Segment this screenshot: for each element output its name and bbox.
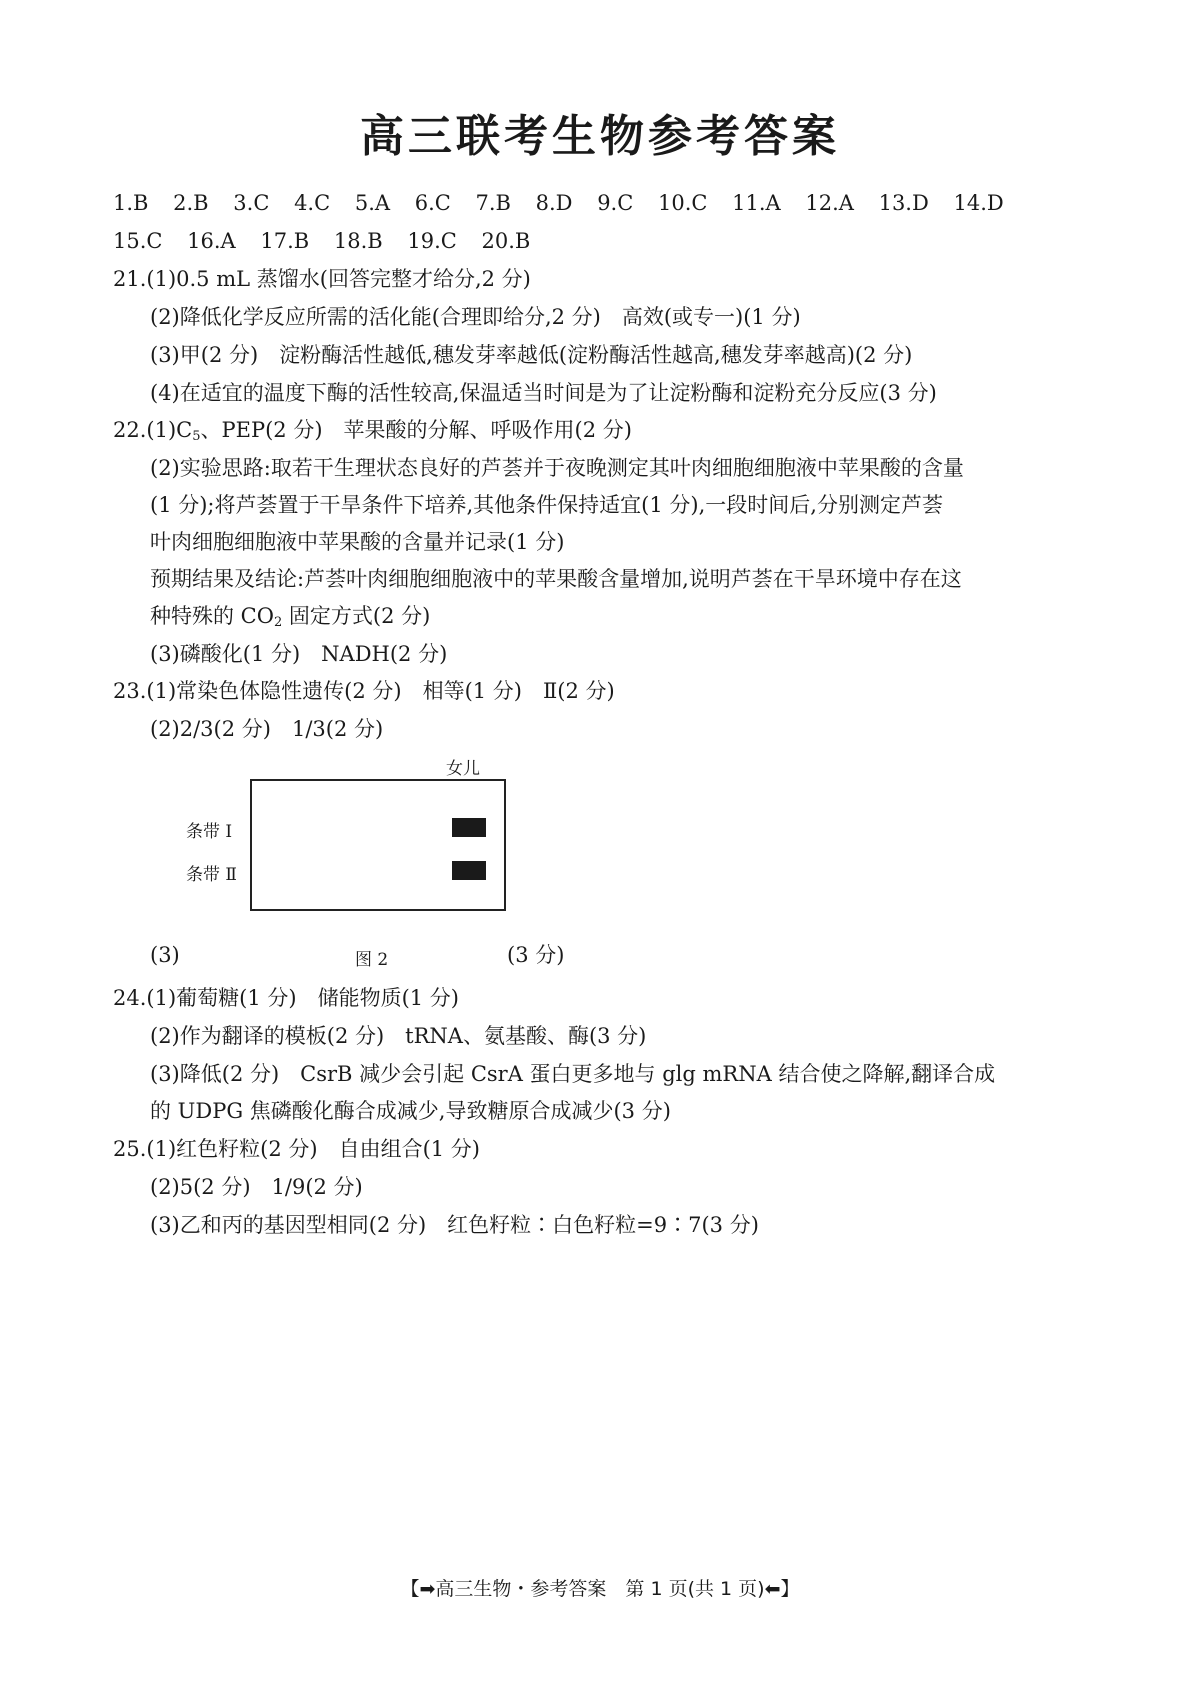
page-footer: 【➡高三生物・参考答案 第 1 页(共 1 页)⬅】 <box>400 1578 800 1600</box>
q22-result-line2: 种特殊的 $CO_2$ 固定方式(2 分) <box>150 604 431 630</box>
q24-part3-line1: (3)降低(2 分) CsrB 减少会引起 CsrA 蛋白更多地与 glg mRNA 结合使之降解,翻译合成 <box>150 1062 996 1086</box>
band-2-mark <box>452 861 486 880</box>
page-title: 高三联考生物参考答案 <box>360 111 840 162</box>
q24-part2: (2)作为翻译的模板(2 分) tRNA、氨基酸、酶(3 分) <box>150 1024 647 1048</box>
q21-part2: (2)降低化学反应所需的活化能(合理即给分,2 分) 高效(或专一)(1 分) <box>150 305 801 329</box>
q23-part3-label: (3) <box>150 943 180 967</box>
q22-part2-line2: (1 分);将芦荟置于干旱条件下培养,其他条件保持适宜(1 分),一段时间后,分别测定芦荟 <box>150 493 943 517</box>
q24-part1: 24.(1)葡萄糖(1 分) 储能物质(1 分) <box>113 986 459 1010</box>
figure-column-label: 女儿 <box>446 759 480 779</box>
q25-part2: (2)5(2 分) 1/9(2 分) <box>150 1175 363 1199</box>
q22-part2-line1: (2)实验思路:取若干生理状态良好的芦荟并于夜晚测定其叶肉细胞细胞液中苹果酸的含量 <box>150 456 964 480</box>
gel-frame <box>251 780 505 910</box>
q23-part3-score: (3 分) <box>507 943 565 967</box>
band-1-mark <box>452 818 486 837</box>
q22-result-line1: 预期结果及结论:芦荟叶肉细胞细胞液中的苹果酸含量增加,说明芦荟在干旱环境中存在这 <box>150 567 962 591</box>
mc-answers-row-2: 15.C 16.A 17.B 18.B 19.C 20.B <box>113 229 531 253</box>
q22-part1: $22.(1)C_5$、PEP(2 分) 苹果酸的分解、呼吸作用(2 分) <box>113 418 632 444</box>
q23-part2: (2)2/3(2 分) 1/3(2 分) <box>150 717 384 741</box>
mc-answers-row-1: 1.B 2.B 3.C 4.C 5.A 6.C 7.B 8.D 9.C 10.C 11.A 12.A 13.D 14.D <box>113 191 1004 215</box>
q21-part3: (3)甲(2 分) 淀粉酶活性越低,穗发芽率越低(淀粉酶活性越高,穗发芽率越高)(2 分) <box>150 343 913 367</box>
q25-part1: 25.(1)红色籽粒(2 分) 自由组合(1 分) <box>113 1137 480 1161</box>
q25-part3: (3)乙和丙的基因型相同(2 分) 红色籽粒∶白色籽粒=9∶7(3 分) <box>150 1213 759 1237</box>
band-1-label: 条带 Ⅰ <box>186 822 233 842</box>
figure-caption: 图 2 <box>355 950 389 970</box>
q23-part1: 23.(1)常染色体隐性遗传(2 分) 相等(1 分) Ⅱ(2 分) <box>113 679 615 703</box>
q22-part2-line3: 叶肉细胞细胞液中苹果酸的含量并记录(1 分) <box>150 530 565 554</box>
band-2-label: 条带 Ⅱ <box>186 865 237 885</box>
q21-part1: 21.(1)0.5 mL 蒸馏水(回答完整才给分,2 分) <box>113 267 531 291</box>
q24-part3-line2: 的 UDPG 焦磷酸化酶合成减少,导致糖原合成减少(3 分) <box>150 1099 671 1123</box>
q22-part3: (3)磷酸化(1 分) NADH(2 分) <box>150 642 448 666</box>
q21-part4: (4)在适宜的温度下酶的活性较高,保温适当时间是为了让淀粉酶和淀粉充分反应(3 分) <box>150 381 937 405</box>
